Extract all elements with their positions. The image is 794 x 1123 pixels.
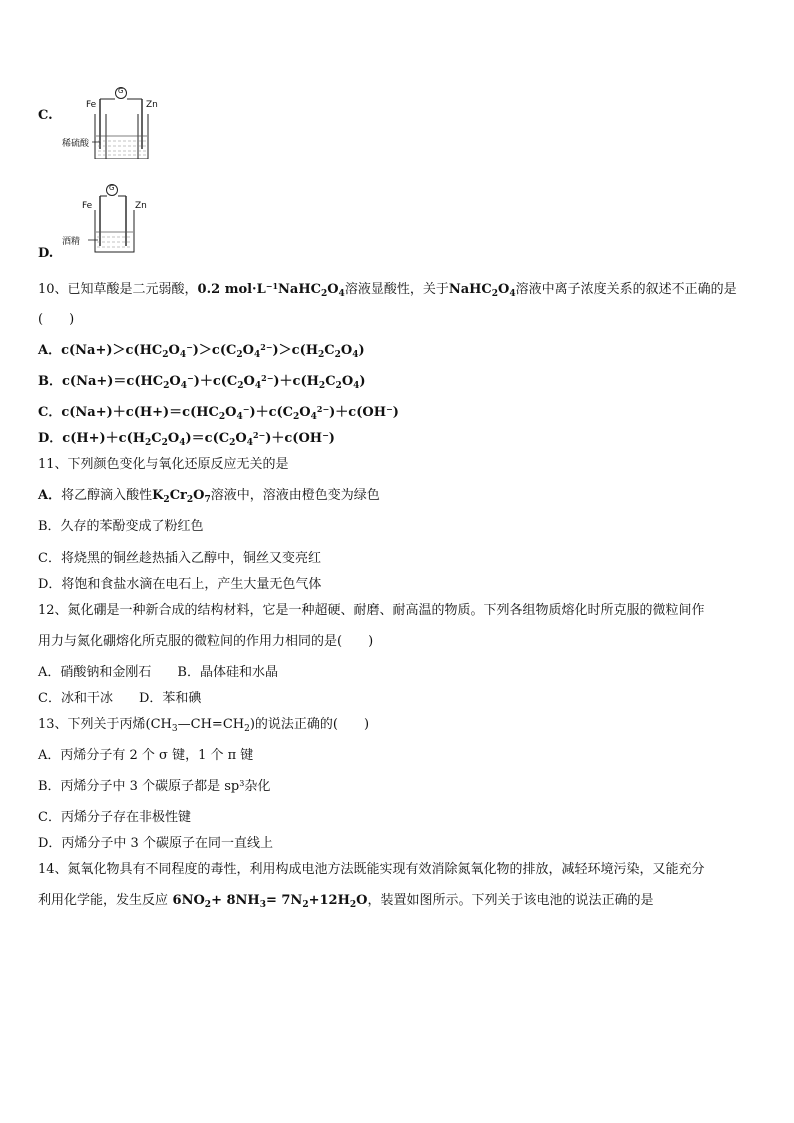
q13-option-d: D．丙烯分子中 3 个碳原子在同一直线上 [38, 836, 273, 851]
q13-stem-text: —CH=CH [177, 717, 245, 732]
q10-option-a: A．$c(Na+)>c(HC_2O_4^-)>c(C_2O_4^{2-})>c(H_2C_2O_4)$ [38, 342, 365, 360]
question-11-stem: 11、下列颜色变化与氧化还原反应无关的是 [38, 457, 289, 472]
question-12-stem-line1: 12、氮化硼是一种新合成的结构材料，它是一种超硬、耐磨、耐高温的物质。下列各组物质熔化时所克服的微粒间作 [38, 603, 705, 618]
q14-reaction-equation: $6NO_2+ 8NH_3= 7N_2+12H_2O$ [168, 893, 368, 910]
q10-salt: NaHC [278, 282, 321, 297]
option-label: A． [38, 488, 62, 503]
q14-stem-text: 利用化学能，发生反应 [38, 893, 169, 908]
q13-option-c: C．丙烯分子存在非极性键 [38, 810, 191, 825]
electrode-left-label: Fe [86, 100, 97, 110]
q12-options-cd [38, 691, 201, 707]
option-label: D． [38, 431, 63, 446]
q11-option-a-text: 将乙醇滴入酸性 [61, 488, 153, 503]
q13-option-b-text: B．丙烯分子中 3 个碳原子都是 sp [38, 779, 240, 794]
q12-option-a: A．硝酸钠和金刚石 [38, 665, 152, 680]
q13-hybridization-sup: 3 [239, 779, 245, 788]
q13-option-b [38, 779, 270, 795]
q11-option-a: A．将乙醇滴入酸性$K_2Cr_2O_7$溶液中，溶液由橙色变为绿色 [38, 488, 380, 505]
option-d-label: D. [38, 246, 54, 261]
q13-option-a: A．丙烯分子有 2 个 σ 键，1 个 π 键 [38, 748, 254, 763]
q10-concentration: 0.2 mol·L [197, 282, 266, 297]
q13-stem-text: 13、下列关于丙烯(CH [38, 717, 172, 732]
q14-stem-text: ，装置如图所示。下列关于该电池的说法正确的是 [367, 893, 654, 908]
q10-salt: NaHC [448, 282, 492, 297]
question-10-stem: 10、已知草酸是二元弱酸，0.2 $mol\cdot L^{-1}NaHC_2O_4$溶液显酸性，关于$NaHC_2O_4$溶液中离子浓度关系的叙述不正确的是 [38, 281, 737, 299]
electrochemical-cell-figure-c [62, 84, 172, 159]
q12-options-ab [38, 665, 278, 681]
q10-stem-text: 10、已知草酸是二元弱酸， [38, 282, 198, 297]
q11-option-c: C．将烧黑的铜丝趁热插入乙醇中，铜丝又变亮红 [38, 551, 321, 566]
electrochemical-cell-figure-d [62, 182, 172, 254]
galvanometer-symbol: G [109, 184, 115, 192]
solution-label: 酒精 [62, 237, 81, 247]
q10-option-b: B．$c(Na+)=c(HC_2O_4^-)+c(C_2O_4^{2-})+c(H_2C_2O_4)$ [38, 373, 366, 391]
question-14-stem-line2 [38, 893, 653, 909]
option-label: B． [38, 374, 62, 389]
question-13-stem: 13、下列关于丙烯$(CH_3—CH=CH_2)$的说法正确的( ) [38, 717, 370, 734]
galvanometer-symbol: G [118, 87, 124, 95]
q11-option-d: D．将饱和食盐水滴在电石上，产生大量无色气体 [38, 577, 322, 592]
electrode-left-label: Fe [82, 201, 93, 211]
q10-option-c: C．$c(Na+)+c(H+)=c(HC_2O_4^-)+c(C_2O_4^{2-})+c(OH^-)$ [38, 404, 399, 422]
q11-option-a-text: 溶液中，溶液由橙色变为绿色 [210, 488, 380, 503]
q10-stem-text: 溶液显酸性，关于 [344, 282, 449, 297]
q11-option-b: B．久存的苯酚变成了粉红色 [38, 519, 204, 534]
solution-label: 稀硫酸 [62, 139, 90, 149]
q12-option-b: B．晶体硅和水晶 [177, 665, 278, 680]
option-c-label: C. [38, 108, 53, 123]
option-label: A． [38, 343, 62, 358]
electrode-right-label: Zn [146, 100, 158, 110]
q12-option-c: C．冰和干冰 [38, 691, 113, 706]
option-label: C． [38, 405, 62, 420]
q10-exponent: −1 [265, 281, 279, 291]
q13-option-b-text: 杂化 [244, 779, 271, 794]
q10-option-d: D．$c(H+)+c(H_2C_2O_4)=c(C_2O_4^{2-})+c(OH^-)$ [38, 430, 335, 448]
q12-option-d: D．苯和碘 [138, 691, 202, 706]
electrode-right-label: Zn [135, 201, 147, 211]
q13-stem-text: )的说法正确的( ) [249, 717, 370, 732]
q10-stem-text: 溶液中离子浓度关系的叙述不正确的是 [515, 282, 737, 297]
q10-answer-paren: ( ) [38, 312, 75, 327]
question-12-stem-line2: 用力与氮化硼熔化所克服的微粒间的作用力相同的是( ) [38, 634, 374, 649]
question-14-stem-line1: 14、氮氧化物具有不同程度的毒性，利用构成电池方法既能实现有效消除氮氧化物的排放，减轻环境污染，又能充分 [38, 862, 705, 877]
